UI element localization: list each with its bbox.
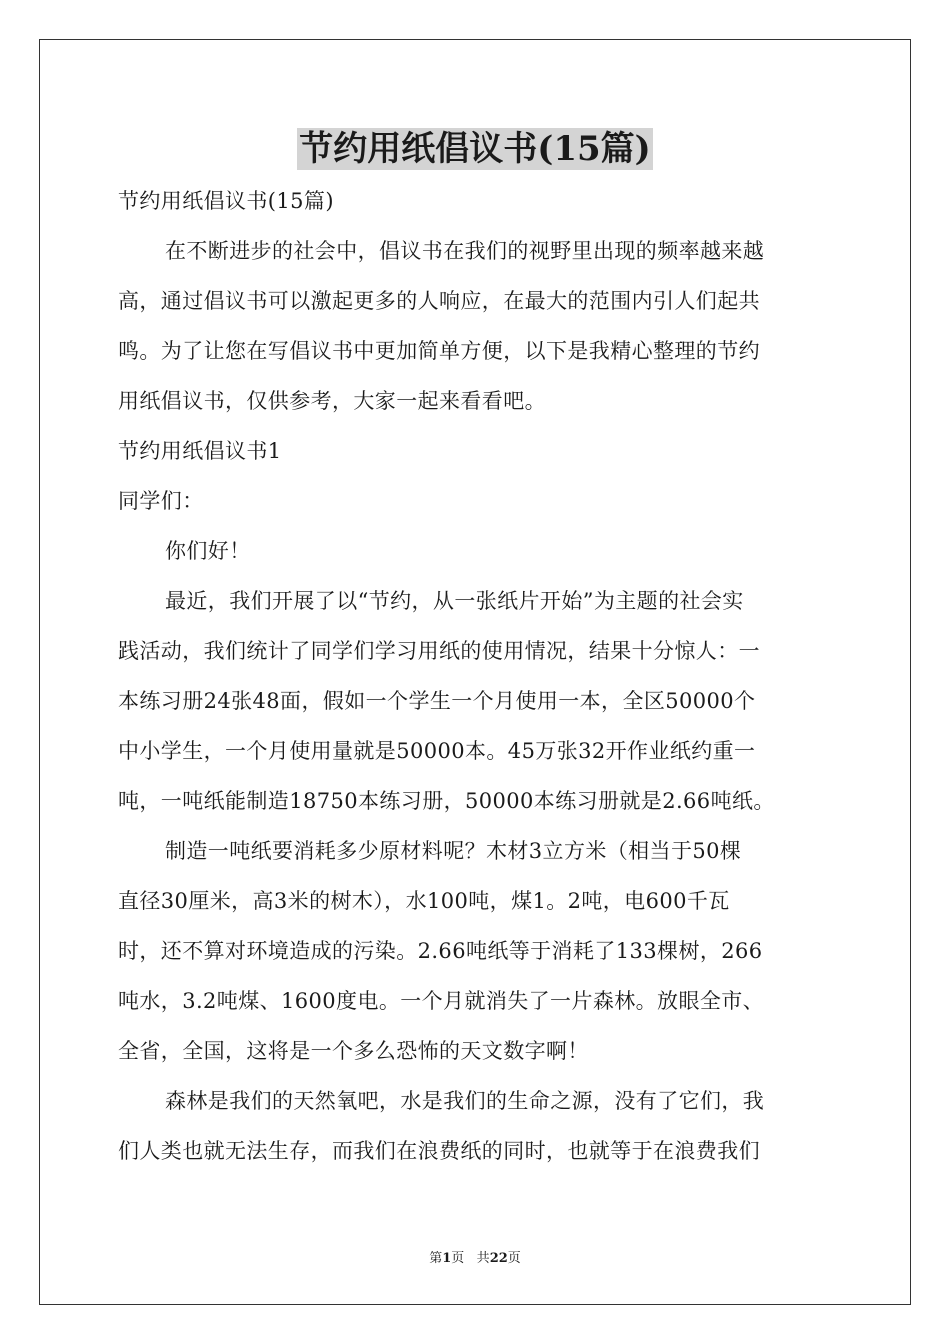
paragraph-lines <box>118 226 834 1176</box>
text-line: 同学们： <box>118 489 204 513</box>
text-line: 在不断进步的社会中，倡议书在我们的视野里出现的频率越来越 <box>165 239 765 263</box>
text-line: 节约用纸倡议书1 <box>118 439 282 463</box>
text-line: 本练习册24张48面，假如一个学生一个月使用一本，全区50000个 <box>118 689 756 713</box>
text-line: 最近，我们开展了以“节约，从一张纸片开始”为主题的社会实 <box>165 589 744 613</box>
text-line: 全省，全国，这将是一个多么恐怖的天文数字啊！ <box>118 1039 589 1063</box>
text-line: 高，通过倡议书可以激起更多的人响应，在最大的范围内引人们起共 <box>118 289 760 313</box>
text-line: 你们好！ <box>165 539 251 563</box>
text-line: 吨水，3.2吨煤、1600度电。一个月就消失了一片森林。放眼全市、 <box>118 989 765 1013</box>
text-line: 吨，一吨纸能制造18750本练习册，50000本练习册就是2.66吨纸。 <box>118 789 775 813</box>
text-line: 用纸倡议书，仅供参考，大家一起来看看吧。 <box>118 389 546 413</box>
text-line: 鸣。为了让您在写倡议书中更加简单方便，以下是我精心整理的节约 <box>118 339 760 363</box>
text-line: 制造一吨纸要消耗多少原材料呢？木材3立方米（相当于50棵 <box>165 839 742 863</box>
text-line: 中小学生，一个月使用量就是50000本。45万张32开作业纸约重一 <box>118 739 756 763</box>
document-title: 节约用纸倡议书(15篇) <box>299 129 651 169</box>
page-number: 1 <box>442 1251 452 1266</box>
document-subtitle: 节约用纸倡议书(15篇) <box>118 189 334 213</box>
total-prefix: 共 <box>476 1251 490 1266</box>
page-footer <box>0 1247 950 1266</box>
document-body <box>118 176 834 1176</box>
total-pages: 22 <box>489 1251 508 1266</box>
text-line: 时，还不算对环境造成的污染。2.66吨纸等于消耗了133棵树，266 <box>118 939 763 963</box>
text-line: 践活动，我们统计了同学们学习用纸的使用情况，结果十分惊人：一 <box>118 639 760 663</box>
text-line: 森林是我们的天然氧吧，水是我们的生命之源，没有了它们，我 <box>165 1089 765 1113</box>
text-line: 直径30厘米，高3米的树木），水100吨，煤1。2吨，电600千瓦 <box>118 889 730 913</box>
page-prefix: 第 <box>429 1251 443 1266</box>
text-line: 们人类也就无法生存，而我们在浪费纸的同时，也就等于在浪费我们 <box>118 1139 760 1163</box>
title-container <box>0 128 950 170</box>
page-suffix: 页 <box>451 1251 465 1266</box>
total-suffix: 页 <box>507 1251 521 1266</box>
